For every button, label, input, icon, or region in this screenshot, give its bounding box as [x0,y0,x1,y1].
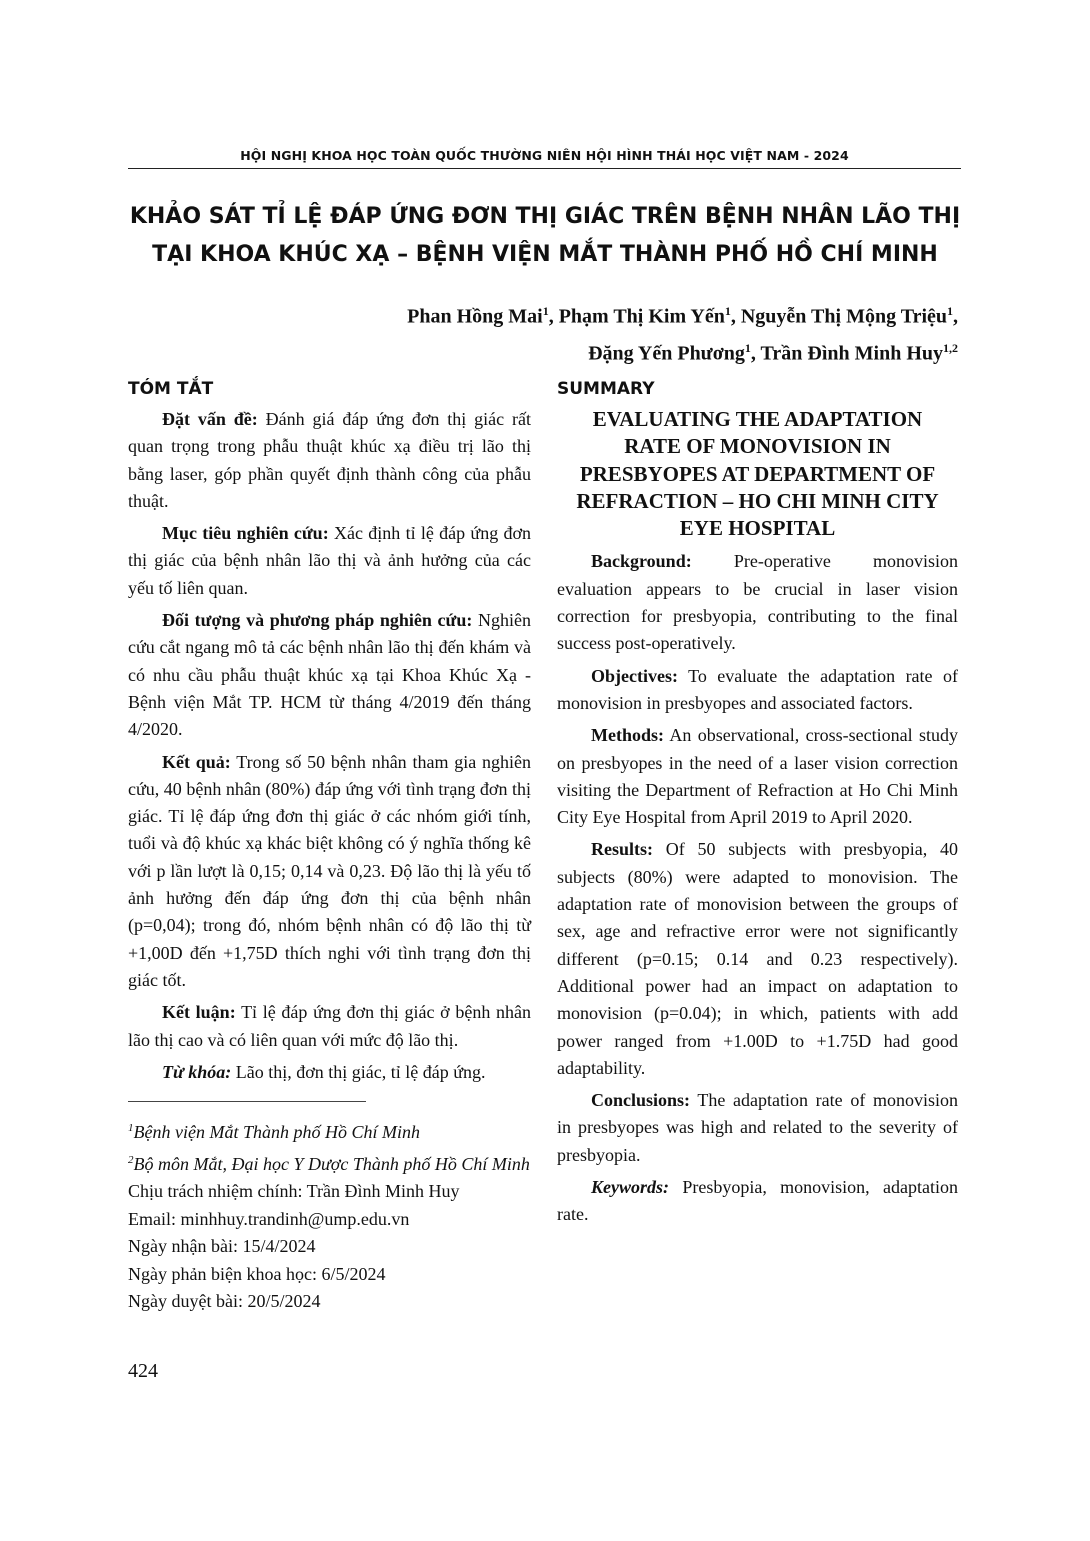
summary-paragraph [557,663,958,718]
author-name: Đặng Yến Phương [588,342,745,365]
english-title [557,406,958,542]
affiliation-1 [128,1115,531,1147]
abstract-label: Kết quả: [162,751,231,772]
summary-text: Of 50 subjects with presbyopia, 40 subjects (80%) were adapted to monovision. The adaptation rate of monovision between the groups of sex, age and refractive error were not significantly different (p=0.15; 0.14 and 0.23 respectively). Additional power had an impact on adaptation to monovision (p=0.04); in which, patients with add power ranged from +1.00D to +1.75D had good adaptability. [557,839,958,1078]
section-heading-tom-tat: TÓM TẮT [128,379,214,399]
summary-label: Objectives: [591,665,678,686]
summary-label: Results: [591,839,653,860]
summary-label: Conclusions: [591,1090,691,1111]
author-affiliation-mark: 1,2 [943,340,958,355]
abstract-label: Đặt vấn đề: [162,409,258,429]
author-affiliation-mark: 1 [542,304,549,318]
summary-paragraph [557,722,958,831]
english-title-line: EVALUATING THE ADAPTATION [592,407,923,431]
corresponding-author: Chịu trách nhiệm chính: Trần Đình Minh Huy [128,1181,460,1201]
abstract-paragraph [128,406,531,515]
abstract-paragraph [128,607,531,743]
running-header: HỘI NGHỊ KHOA HỌC TOÀN QUỐC THƯỜNG NIÊN HỘI HÌNH THÁI HỌC VIỆT NAM - 2024 [240,148,849,163]
paper-title [110,198,980,274]
english-title-line: EYE HOSPITAL [679,516,836,541]
affiliation-text: Bộ môn Mắt, Đại học Y Dược Thành phố Hồ Chí Minh [133,1153,530,1174]
paper-title-line-2: TẠI KHOA KHÚC XẠ – BỆNH VIỆN MẮT THÀNH PHỐ HỒ CHÍ MINH [152,242,938,267]
english-title-line: REFRACTION – HO CHI MINH CITY [576,488,939,513]
abstract-paragraph [128,749,531,995]
summary-label: Methods: [591,725,664,746]
keywords-text: Lão thị, đơn thị giác, tỉ lệ đáp ứng. [231,1061,486,1082]
page-number: 424 [128,1360,158,1382]
keywords-paragraph [557,1174,958,1229]
section-heading-summary: SUMMARY [557,379,655,399]
summary-text: To evaluate the adaptation rate of monovision in presbyopes and associated factors. [557,665,958,713]
paper-title-line-1: KHẢO SÁT TỈ LỆ ĐÁP ỨNG ĐƠN THỊ GIÁC TRÊN BỆNH NHÂN LÃO THỊ [129,204,961,229]
summary-english [557,376,958,1234]
date-accepted: Ngày duyệt bài: 20/5/2024 [128,1291,321,1311]
abstract-text: Nghiên cứu cắt ngang mô tả các bệnh nhân lão thị đến khám và có nhu cầu phẫu thuật khúc xạ tại Khoa Khúc Xạ - Bệnh viện Mắt TP. HCM từ tháng 4/2019 đến tháng 4/2020. [128,610,531,740]
summary-paragraph [557,548,958,657]
abstract-text: Tỉ lệ đáp ứng đơn thị giác ở bệnh nhân lão thị cao và có liên quan với mức độ lão thị. [128,1002,531,1050]
author-line-2: Đặng Yến Phương$^1$, Trần Đình Minh Huy$^{1,2}$ [588,340,958,365]
author-name: Nguyễn Thị Mộng Triệu [740,305,947,328]
summary-label: Background: [591,551,692,572]
abstract-vietnamese [128,376,531,1091]
abstract-label: Kết luận: [162,1002,236,1023]
abstract-paragraph [128,999,531,1054]
email: Email: minhhuy.trandinh@ump.edu.vn [128,1208,410,1229]
author-line-1: Phan Hồng Mai$^1$, Phạm Thị Kim Yến$^1$, Nguyễn Thị Mộng Triệu$^1$, [407,304,958,328]
summary-text: The adaptation rate of monovision in presbyopes was high and related to the severity of presbyopia. [557,1090,958,1165]
abstract-text: Xác định tỉ lệ đáp ứng đơn thị giác của bệnh nhân lão thị và ảnh hưởng của các yếu tố liên quan. [128,523,532,598]
footnotes [128,1115,531,1316]
affiliation-mark: 2 [128,1153,134,1166]
abstract-text: Đánh giá đáp ứng đơn thị giác rất quan trọng trong phẫu thuật khúc xạ điều trị lão thị bằng laser, góp phần quyết định thành công của phẫu thuật. [128,409,531,511]
footnote-rule [128,1101,366,1102]
author-affiliation-mark: 1 [744,340,751,355]
author-name: Phạm Thị Kim Yến [558,305,725,328]
header-rule [128,168,961,169]
author-list [198,296,958,369]
keywords-label: Keywords: [591,1177,669,1198]
keywords-label: Từ khóa: [162,1061,232,1082]
abstract-paragraph [128,520,531,602]
abstract-label: Đối tượng và phương pháp nghiên cứu: [162,610,473,631]
affiliation-mark: 1 [128,1122,134,1134]
affiliation-text: Bệnh viện Mắt Thành phố Hồ Chí Minh [133,1122,420,1142]
affiliation-2 [128,1147,531,1179]
summary-paragraph [557,836,958,1082]
abstract-label: Mục tiêu nghiên cứu: [162,523,329,544]
keywords-text: Presbyopia, monovision, adaptation rate. [557,1177,958,1225]
abstract-text: Trong số 50 bệnh nhân tham gia nghiên cứu, 40 bệnh nhân (80%) đáp ứng với tình trạng đơn thị giác. Tỉ lệ đáp ứng đơn thị giác ở các nhóm giới tính, tuổi và độ khúc xạ khác biệt không có ý nghĩa thống kê với p lần lượt là 0,15; 0,14 và 0,23. Độ lão thị là yếu tố ảnh hưởng đến đáp ứng đơn thị của bệnh nhân (p=0,04); trong đó, nhóm bệnh nhân có độ lão thị từ +1,00D đến +1,75D thích nghi với tình trạng đơn thị giác tốt. [128,751,531,990]
author-name: Trần Đình Minh Huy [760,342,943,365]
summary-text: An observational, cross-sectional study on presbyopes in the need of a laser vision correction visiting the Department of Refraction at Ho Chi Minh City Eye Hospital from April 2019 to April 2020. [557,725,958,828]
summary-text: Pre-operative monovision evaluation appears to be crucial in laser vision correction for presbyopia, contributing to the final success post-operatively. [557,551,958,654]
keywords-paragraph [128,1059,531,1086]
author-name: Phan Hồng Mai [407,305,543,328]
english-title-line: PRESBYOPES AT DEPARTMENT OF [579,461,936,486]
date-received: Ngày nhận bài: 15/4/2024 [128,1236,316,1256]
summary-paragraph [557,1087,958,1169]
author-affiliation-mark: 1 [947,304,953,318]
author-affiliation-mark: 1 [724,304,731,318]
english-title-line: RATE OF MONOVISION IN [624,434,891,459]
date-reviewed: Ngày phản biện khoa học: 6/5/2024 [128,1263,386,1284]
